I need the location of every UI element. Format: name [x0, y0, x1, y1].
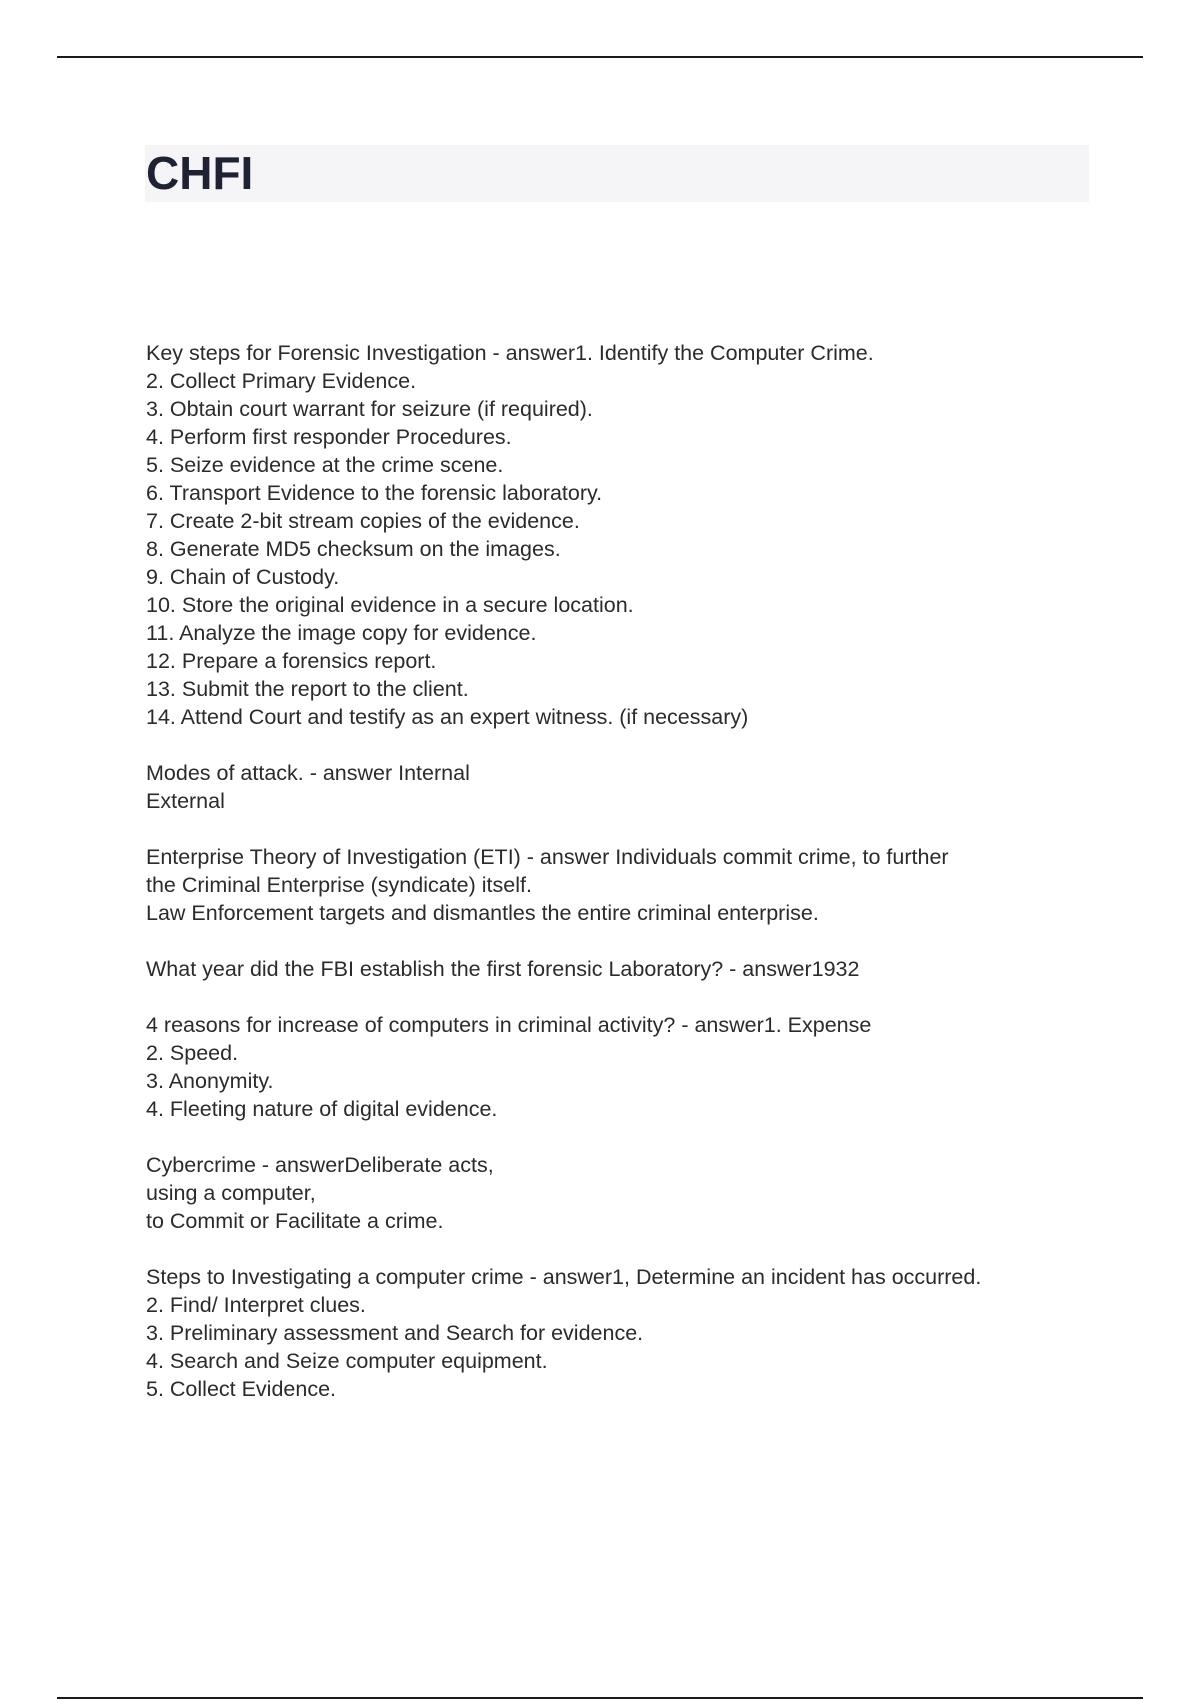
text-line: 2. Speed.	[146, 1041, 239, 1065]
title-band	[145, 145, 1089, 202]
text-line: 5. Collect Evidence.	[146, 1377, 337, 1401]
text-line: Key steps for Forensic Investigation - answer1. Identify the Computer Crime.	[146, 341, 874, 365]
text-line: to Commit or Facilitate a crime.	[146, 1209, 444, 1233]
text-line: 3. Preliminary assessment and Search for evidence.	[146, 1321, 644, 1345]
text-line: 2. Collect Primary Evidence.	[146, 369, 417, 393]
qa-entry-cybercrime	[146, 1151, 1106, 1235]
qa-entry-reasons-increase	[146, 1011, 1106, 1123]
qa-entry-investigating-steps	[146, 1263, 1106, 1403]
text-line: 3. Anonymity.	[146, 1069, 274, 1093]
text-line: 7. Create 2-bit stream copies of the evidence.	[146, 509, 580, 533]
text-line: Steps to Investigating a computer crime - answer1, Determine an incident has occurred.	[146, 1265, 982, 1289]
text-line: Modes of attack. - answer Internal	[146, 761, 470, 785]
text-line: 10. Store the original evidence in a secure location.	[146, 593, 634, 617]
text-line: 4 reasons for increase of computers in criminal activity? - answer1. Expense	[146, 1013, 872, 1037]
text-line: 3. Obtain court warrant for seizure (if required).	[146, 397, 593, 421]
text-line: 6. Transport Evidence to the forensic laboratory.	[146, 481, 603, 505]
top-rule	[57, 56, 1143, 58]
text-line: Enterprise Theory of Investigation (ETI) - answer Individuals commit crime, to further	[146, 845, 949, 869]
text-line: 4. Fleeting nature of digital evidence.	[146, 1097, 498, 1121]
text-line: Law Enforcement targets and dismantles the entire criminal enterprise.	[146, 901, 819, 925]
page-title: CHFI	[146, 147, 254, 199]
text-line: 11. Analyze the image copy for evidence.	[146, 621, 537, 645]
text-line: Cybercrime - answerDeliberate acts,	[146, 1153, 494, 1177]
text-line: What year did the FBI establish the first forensic Laboratory? - answer1932	[146, 957, 860, 981]
qa-entry-fbi-lab-year	[146, 955, 1106, 983]
text-line: 13. Submit the report to the client.	[146, 677, 469, 701]
text-line: 4. Search and Seize computer equipment.	[146, 1349, 548, 1373]
text-line: 8. Generate MD5 checksum on the images.	[146, 537, 561, 561]
text-line: 4. Perform first responder Procedures.	[146, 425, 512, 449]
text-line: 12. Prepare a forensics report.	[146, 649, 437, 673]
text-line: using a computer,	[146, 1181, 316, 1205]
qa-entry-eti	[146, 843, 1106, 927]
text-line: External	[146, 789, 225, 813]
document-body	[146, 339, 1106, 1431]
text-line: 9. Chain of Custody.	[146, 565, 340, 589]
qa-entry-forensic-steps	[146, 339, 1106, 731]
qa-entry-modes-of-attack	[146, 759, 1106, 815]
text-line: 14. Attend Court and testify as an expert witness. (if necessary)	[146, 705, 749, 729]
text-line: 2. Find/ Interpret clues.	[146, 1293, 366, 1317]
text-line: 5. Seize evidence at the crime scene.	[146, 453, 504, 477]
text-line: the Criminal Enterprise (syndicate) itself.	[146, 873, 532, 897]
bottom-rule	[57, 1697, 1143, 1699]
